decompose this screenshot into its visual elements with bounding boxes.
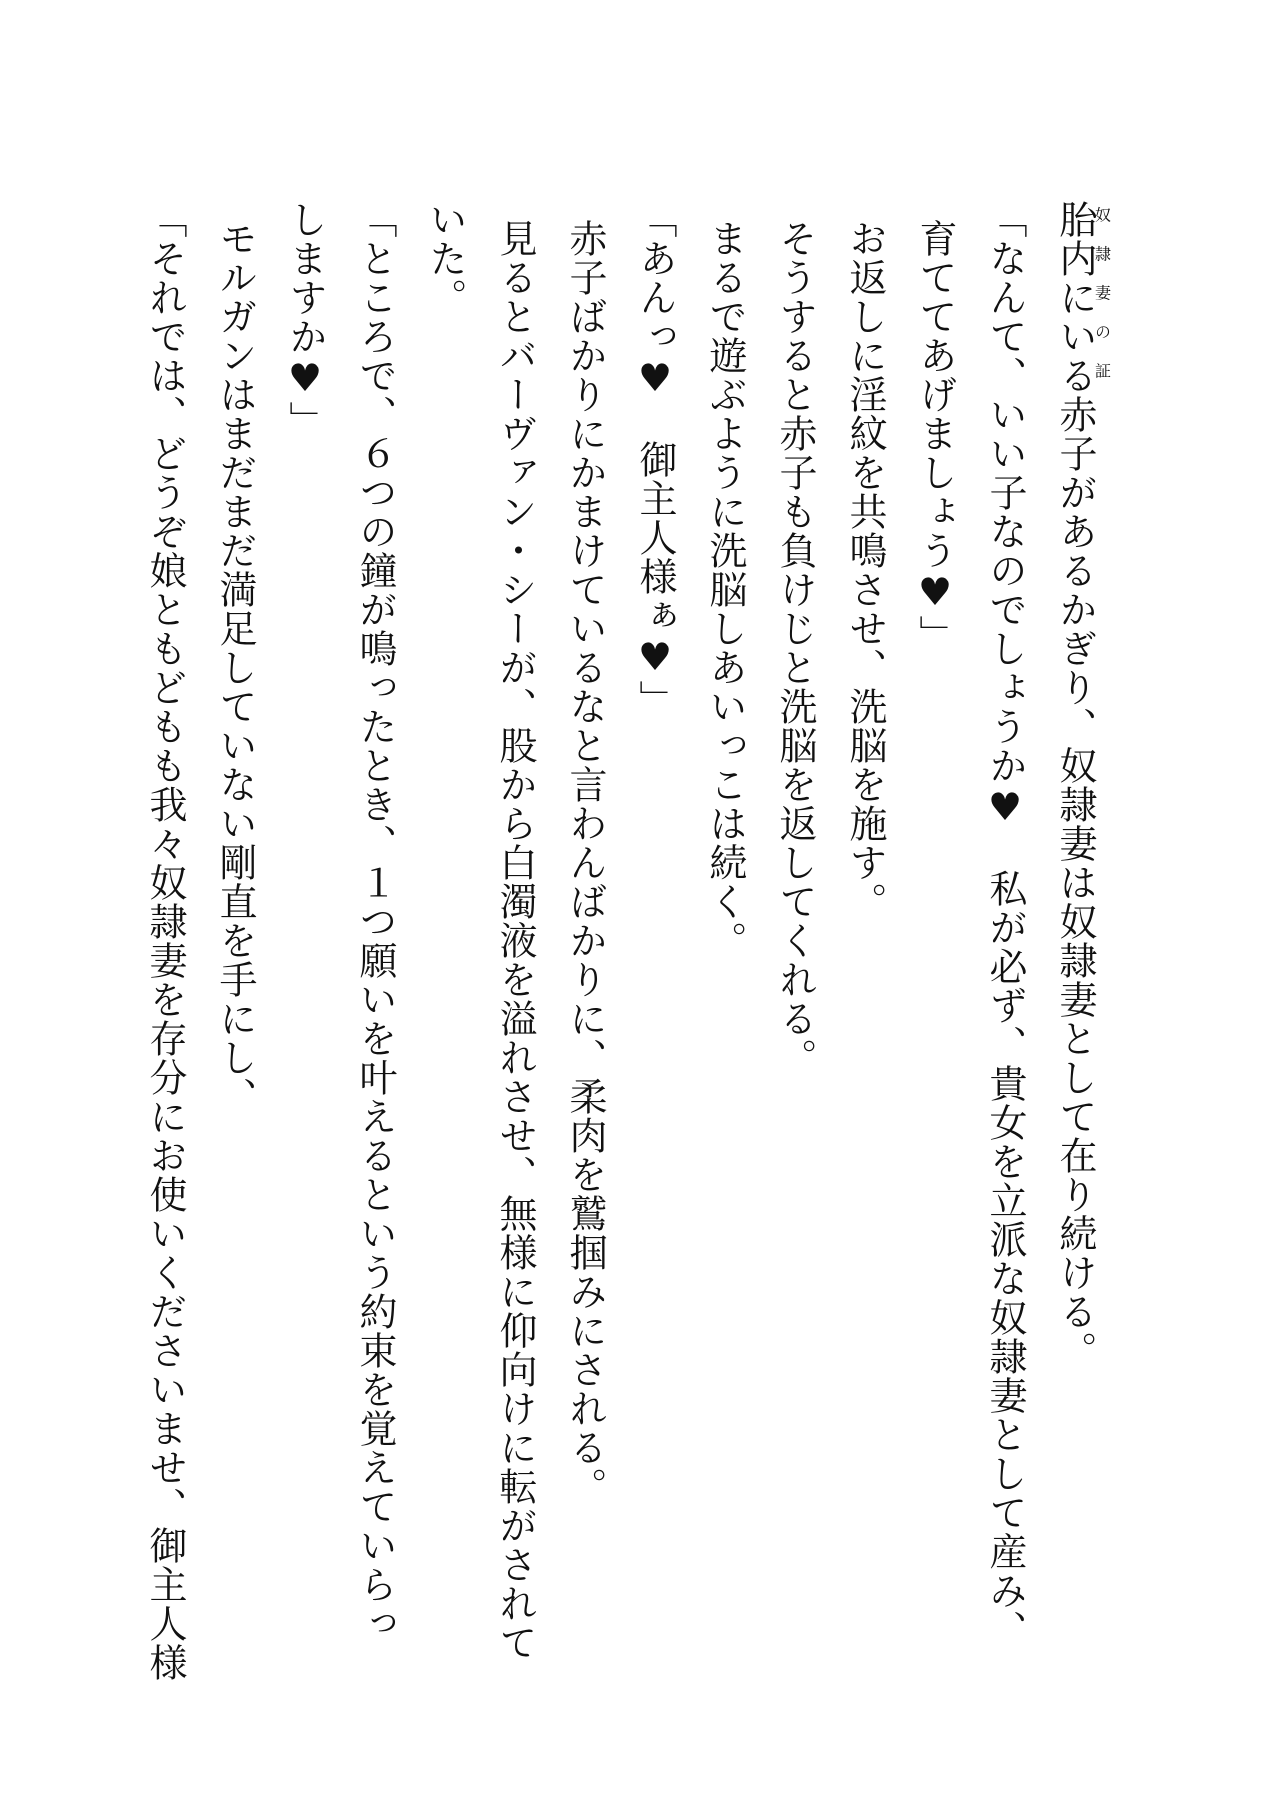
text-line-10: いた。 [423, 200, 467, 317]
text-line-12: しますか♥」 [283, 200, 327, 440]
text-line-4: お返しに淫紋を共鳴させ、洗脳を施す。 [843, 219, 887, 921]
ruby-annotation: 胎内にいる奴隷妻の証 [1053, 200, 1112, 395]
text-line-5: そうすると赤子も負けじと洗脳を返してくれる。 [773, 219, 817, 1077]
text-line-6: まるで遊ぶように洗脳しあいっこは続く。 [703, 219, 747, 960]
ruby-text: 奴隷妻の証 [1092, 200, 1112, 395]
text-line-1 [1040, 200, 1110, 1660]
text-line-7: 「あんっ♥ 御主人様ぁ♥」 [633, 200, 677, 719]
text-line-14: 「それでは、どうぞ娘ともどもも我々奴隷妻を存分にお使いくださいませ、御主人様 [143, 200, 187, 1682]
text-line-3: 育ててあげましょう♥」 [913, 219, 957, 654]
text-line-1-rest: 赤子があるかぎり、奴隷妻は奴隷妻として在り続ける。 [1053, 395, 1097, 1370]
text-line-11: 「ところで、６つの鐘が鳴ったとき、１つ願いを叶えるという約束を覚えていらっ [353, 200, 397, 1643]
text-line-2: 「なんて、いい子なのでしょうか♥ 私が必ず、貴女を立派な奴隷妻として産み、 [983, 200, 1027, 1649]
text-line-8: 赤子ばかりにかまけているなと言わんばかりに、柔肉を鷲掴みにされる。 [563, 219, 607, 1506]
vertical-text-body [130, 200, 1112, 1682]
text-line-9: 見るとバーヴァン・シーが、股から白濁液を溢れさせ、無様に仰向けに転がされて [493, 219, 537, 1662]
text-line-13: モルガンはまだまだ満足していない剛直を手にし、 [213, 219, 257, 1116]
